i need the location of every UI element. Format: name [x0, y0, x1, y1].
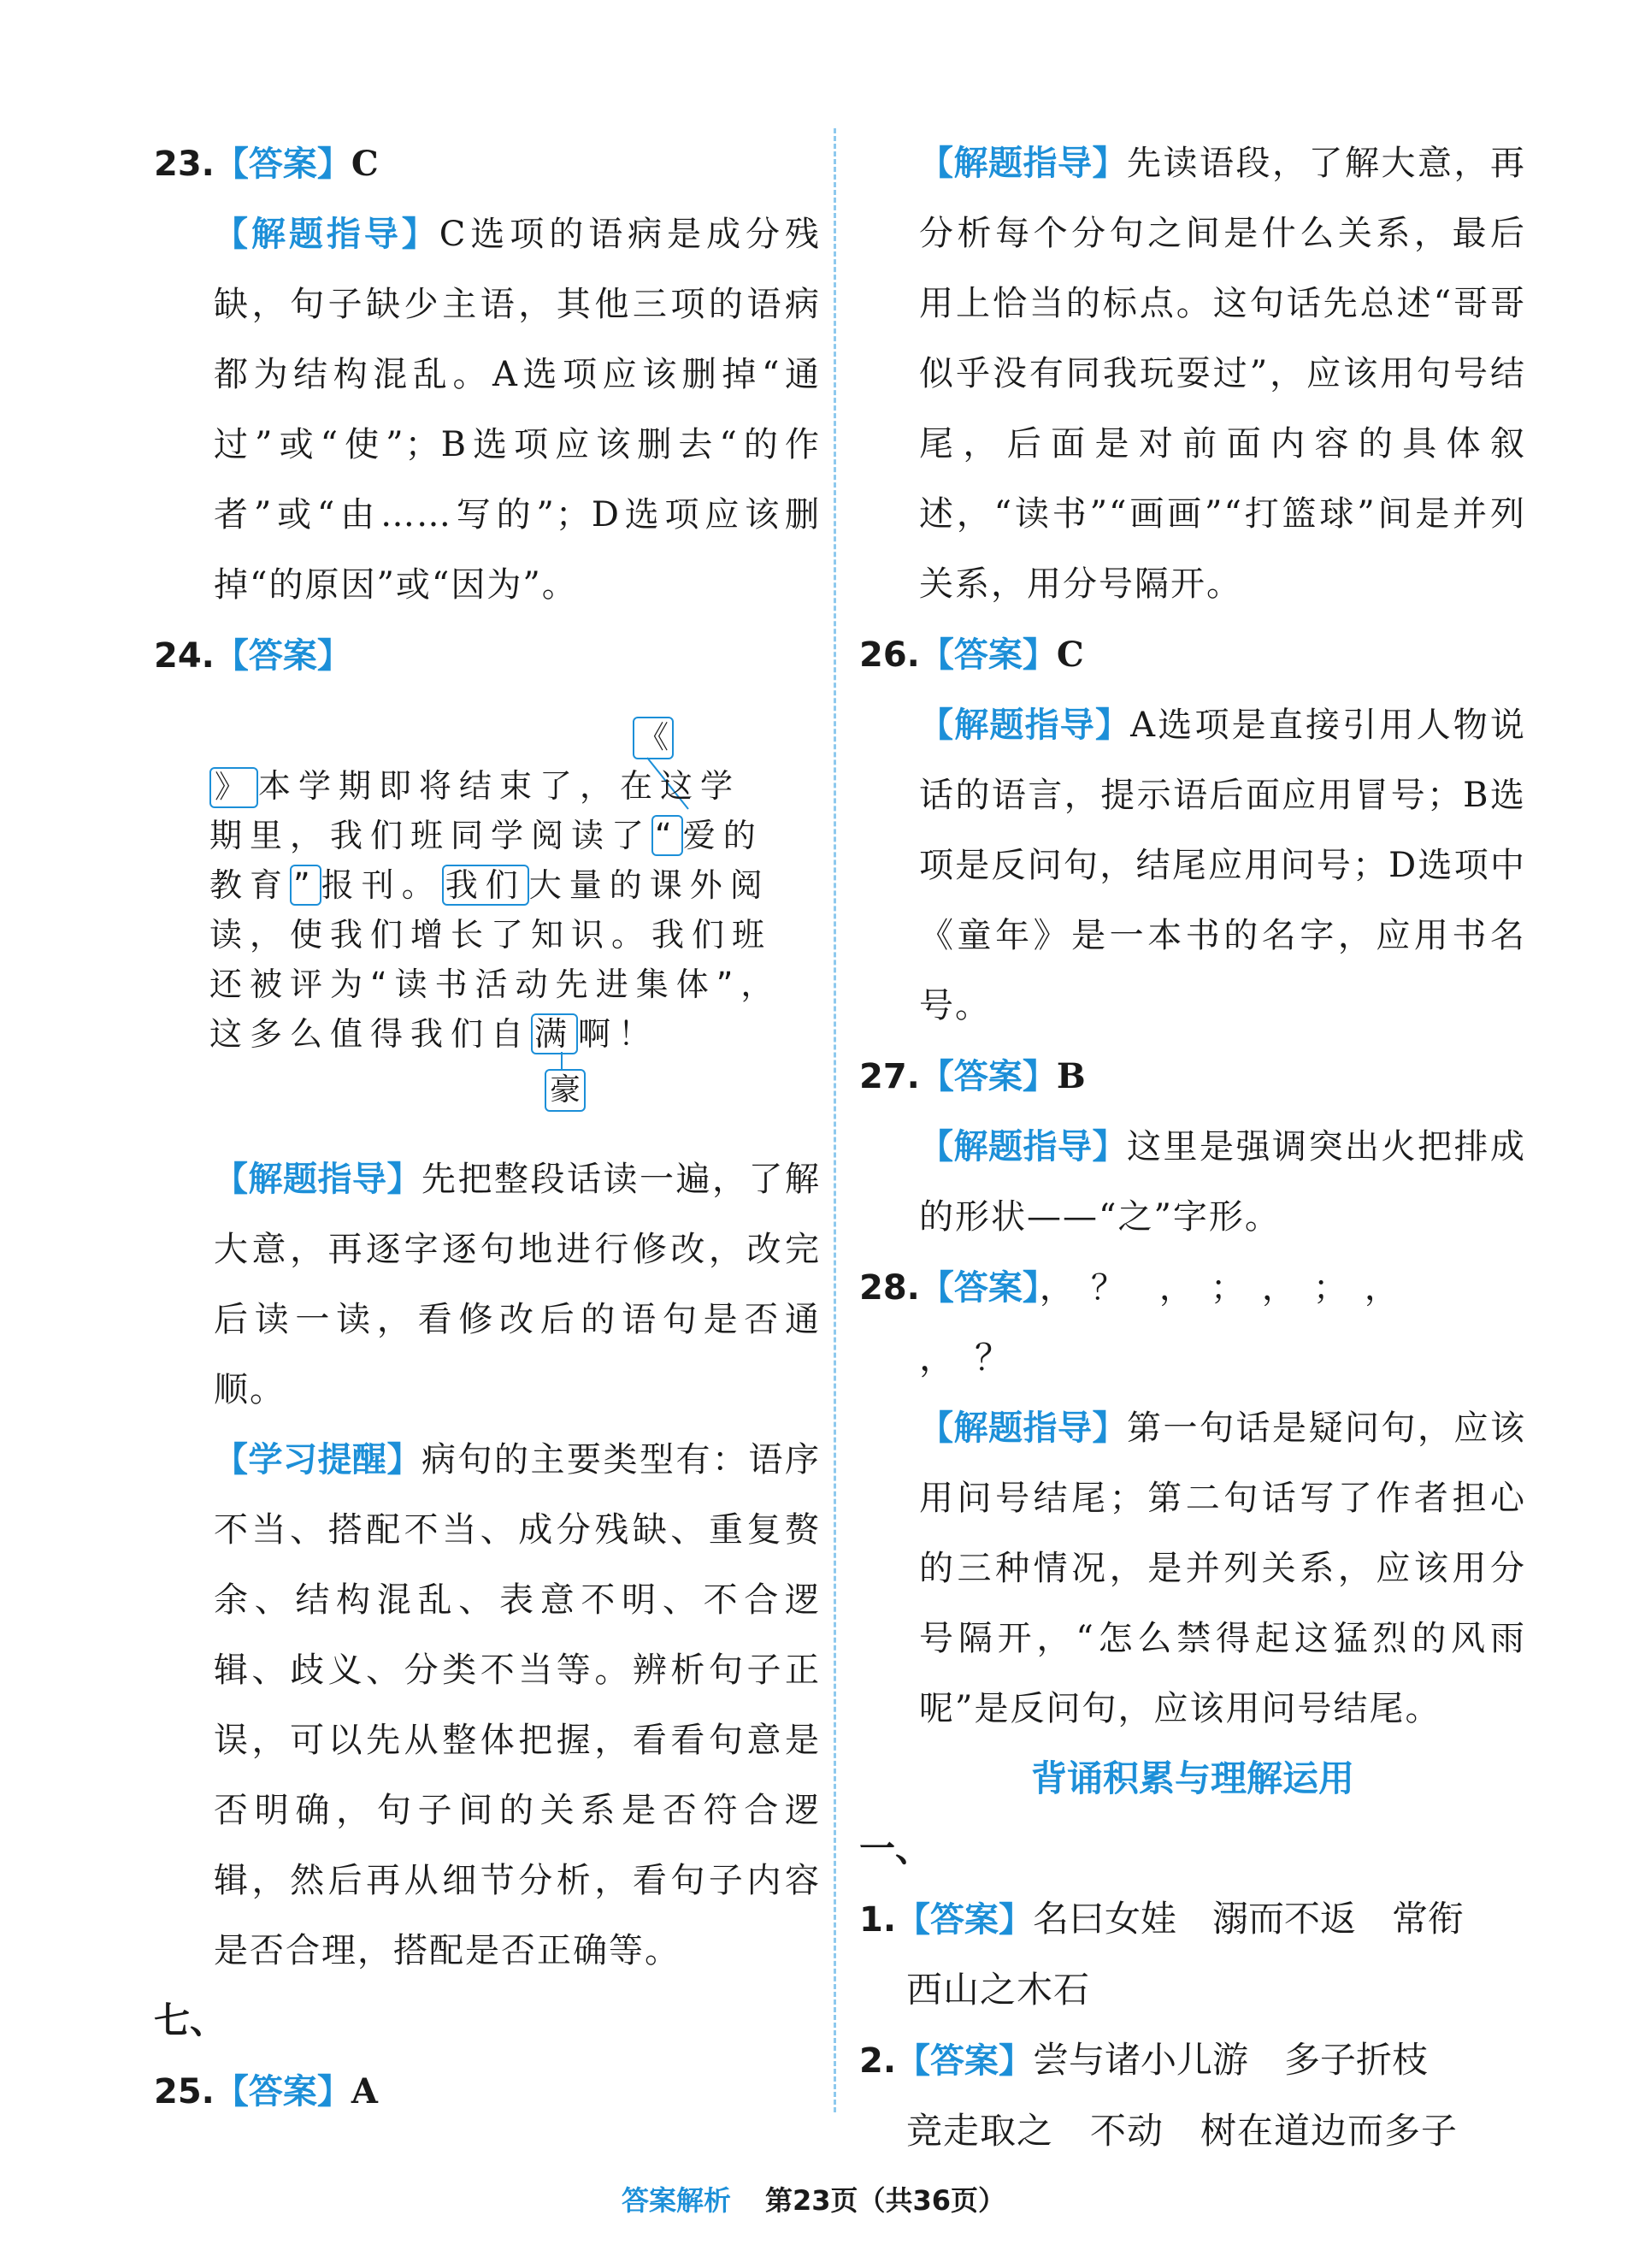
section-heading: 背诵积累与理解运用: [1030, 1757, 1354, 1799]
page-number: 第23页（共36页）: [764, 2184, 1006, 2217]
answer-label: 【答案】: [919, 635, 1057, 675]
passage-line-3: 教育 ” 报刊。 我们 大量的课外阅: [209, 866, 770, 904]
tip-label: 【学习提醒】: [214, 1440, 421, 1480]
answer-value: B: [1056, 1056, 1086, 1096]
question-25-guide: [919, 128, 1526, 619]
passage-line-5: 还被评为“读书活动先进集体”，: [209, 966, 781, 1003]
guide-label: 【解题指导】: [214, 1160, 421, 1199]
answer-label: 【答案】: [919, 1268, 1040, 1308]
question-number: 1.: [859, 1900, 897, 1940]
correction-mark-quote-close: ”: [290, 865, 321, 906]
question-24-guide: [214, 1144, 821, 1425]
answer-value: ， ？ ， ； ， ； ，: [1039, 1268, 1399, 1308]
guide-label: 【解题指导】: [919, 706, 1131, 745]
passage-line-1: 》 本学期即将结束了，在这学: [209, 759, 740, 808]
question-27-answer: [859, 1041, 1526, 1112]
question-25-answer: [154, 2056, 821, 2127]
guide-text: A选项是直接引用人物说话的语言，提示语后面应用冒号；B选项是反问句，结尾应用问号；D选项中《童年》是一本书的名字，应用书名号。: [919, 706, 1527, 1025]
question-number: 27.: [859, 1057, 920, 1096]
answer-label: 【答案】: [896, 2041, 1034, 2081]
answer-label: 【答案】: [214, 2072, 351, 2111]
question-24-tip: [214, 1425, 821, 1986]
question-number: 2.: [859, 2041, 897, 2081]
question-number: 26.: [859, 635, 920, 675]
question-number: 28.: [859, 1268, 920, 1308]
tip-text: 病句的主要类型有：语序不当、搭配不当、成分残缺、重复赘余、结构混乱、表意不明、不合逻辑、歧义、分类不当等。辨析句子正误，可以先从整体把握，看看句意是否明确，句子间的关系是否符合逻辑，然后再从细节分析，看句子内容是否合理，搭配是否正确等。: [214, 1440, 821, 1970]
recite-2-continued: 竞走取之 不动 树在道边而多子: [906, 2110, 1459, 2152]
question-27-guide: [919, 1112, 1526, 1252]
question-23-answer: [154, 128, 821, 199]
recite-1-continued: 西山之木石: [906, 1969, 1091, 2011]
correction-mark-close-title: 》: [209, 767, 258, 808]
passage-line-6: 这多么值得我们自 满 啊！: [209, 1015, 659, 1053]
passage-line-2: 期里，我们班同学阅读了 “ 爱的: [209, 817, 763, 854]
passage-line-4: 读，使我们增长了知识。我们班: [209, 916, 773, 954]
section-seven: 七、: [154, 1999, 227, 2041]
question-number: 24.: [154, 636, 215, 676]
guide-label: 【解题指导】: [214, 215, 439, 254]
correction-mark-open-title: 《: [633, 717, 674, 759]
recite-1-answer: [859, 1884, 1526, 1955]
guide-text: 第一句话是疑问句，应该用问号结尾；第二句话写了作者担心的三种情况，是并列关系，应该用分号隔开，“怎么禁得起这猛烈的风雨呢”是反问句，应该用问号结尾。: [919, 1409, 1526, 1728]
question-number: 23.: [154, 145, 215, 184]
correction-replacement: 豪: [545, 1069, 586, 1112]
question-28-answer-continued: ， ？: [919, 1337, 1012, 1379]
answer-value: C: [351, 144, 379, 184]
right-column: [859, 128, 1526, 2166]
question-24-answer: [154, 620, 821, 691]
question-26-answer: [859, 619, 1526, 690]
answer-value: A: [351, 2071, 378, 2111]
guide-text: 这里是强调突出火把排成的形状——“之”字形。: [919, 1127, 1526, 1237]
corrected-passage: [209, 717, 791, 1119]
question-26-guide: [919, 690, 1526, 1041]
question-28-guide: [919, 1393, 1526, 1744]
answer-value: C: [1056, 635, 1084, 675]
correction-box-man: 满: [531, 1013, 578, 1054]
correction-box-women: 我们: [442, 865, 529, 906]
footer-label: 答案解析: [621, 2184, 731, 2217]
page-footer: [0, 2179, 1627, 2218]
answer-value: 尝与诸小儿游 多子折枝: [1033, 2039, 1429, 2081]
correction-connector: [209, 717, 791, 1119]
guide-text: 先把整段话读一遍，了解大意，再逐字逐句地进行修改，改完后读一读，看修改后的语句是否通顺。: [214, 1160, 821, 1409]
correction-mark-quote-open: “: [651, 815, 683, 856]
answer-label: 【答案】: [214, 636, 351, 676]
answer-label: 【答案】: [214, 145, 351, 184]
question-23-guide: [214, 199, 821, 620]
recite-2-answer: [859, 2025, 1526, 2096]
answer-label: 【答案】: [896, 1900, 1034, 1940]
guide-label: 【解题指导】: [919, 144, 1127, 183]
left-column: [154, 128, 821, 2127]
section-one: 一、: [859, 1828, 932, 1869]
answer-value: 名曰女娃 溺而不返 常衔: [1033, 1898, 1465, 1940]
guide-label: 【解题指导】: [919, 1127, 1127, 1166]
column-divider: [834, 128, 836, 2112]
question-number: 25.: [154, 2072, 215, 2111]
guide-text: 先读语段，了解大意，再分析每个分句之间是什么关系，最后用上恰当的标点。这句话先总述“哥哥似乎没有同我玩耍过”，应该用句号结尾，后面是对前面内容的具体叙述，“读书”“画画”“打篮球”间是并列关系，用分号隔开。: [919, 144, 1526, 604]
guide-text: C选项的语病是成分残缺，句子缺少主语，其他三项的语病都为结构混乱。A选项应该删掉“通过”或“使”；B选项应该删去“的作者”或“由……写的”；D选项应该删掉“的原因”或“因为”。: [214, 215, 822, 605]
question-28-answer: [859, 1252, 1526, 1323]
answer-label: 【答案】: [919, 1057, 1057, 1096]
guide-label: 【解题指导】: [919, 1409, 1127, 1448]
